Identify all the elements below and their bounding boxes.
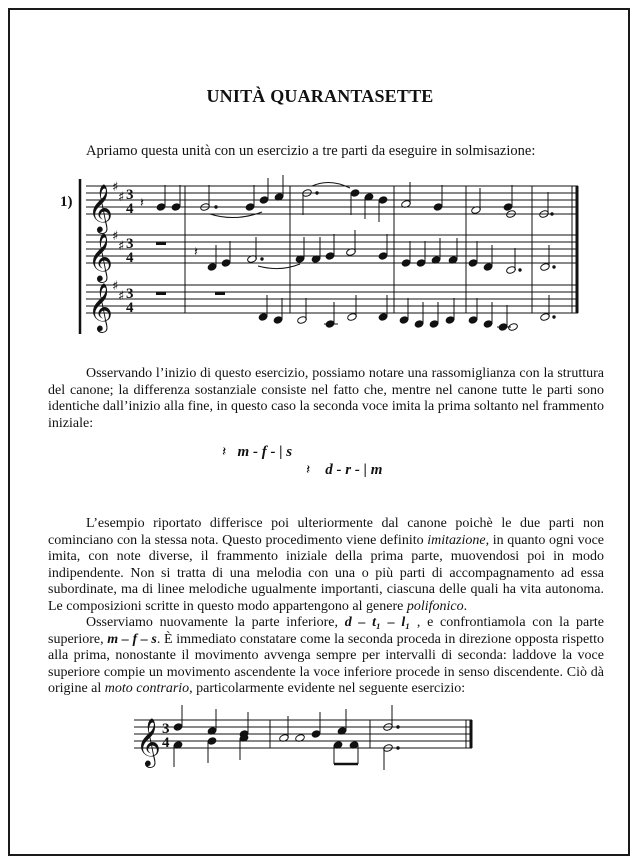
svg-text:3: 3 xyxy=(126,187,134,203)
svg-text:𝄽: 𝄽 xyxy=(194,245,198,260)
treble-clef-icon: 𝄞 xyxy=(88,282,113,331)
quarter-rest-icon: 𝄽 xyxy=(306,463,311,478)
time-signature xyxy=(126,187,134,316)
quarter-rests xyxy=(140,196,198,260)
svg-text:♯: ♯ xyxy=(118,239,125,254)
moto-contrario-notes xyxy=(173,705,399,770)
intro-text: Apriamo questa unità con un esercizio a tre parti da eseguire in solmisazione: xyxy=(86,143,536,159)
music-score-moto-contrario xyxy=(134,720,472,748)
paragraph-imitazione: L’esempio riportato differisce poi ulteriormente dal canone poichè le due parti non cominciano con la stessa nota. Questo procedimento viene definito imitazione, in quanto ogni voce imita, con note diverse, il frammento iniziale della prima parte, muovendosi poi in modo indipendente. Non si tratta di una melodia con una o più parti di accompagnamento ad essa subordinate, ma di linee melodiche ugualmente importanti, ciascuna delle quali ha vita autonoma. Le composizioni scritte in questo modo appartengono al genere polifonico. Osserviamo nuovamente la parte inferiore, d – t₁ – l₁ , e confrontiamola con la parte superiore, m – f – s. È immediato constatare come la seconda proceda in direzione opposta rispetto alla prima, nonostante il movimento avvenga sempre per intervalli di seconda: laddove la voce superiore compie un movimento ascendente la voce inferiore procede in senso discendente. Ciò dà origine al moto contrario, particolarmente evidente nel seguente esercizio: xyxy=(48,516,605,696)
svg-text:♯: ♯ xyxy=(112,279,119,294)
quarter-rest-icon: 𝄽 xyxy=(222,445,227,460)
svg-text:𝄽: 𝄽 xyxy=(140,196,144,211)
svg-text:4: 4 xyxy=(126,201,134,217)
treble-clef-icon: 𝄞 xyxy=(136,717,161,766)
time-signature-2 xyxy=(162,721,170,751)
exercise-number: 1) xyxy=(60,194,73,210)
solmization-line-2: 𝄽 d - r - | m xyxy=(306,462,383,478)
svg-text:♯: ♯ xyxy=(112,180,119,195)
svg-text:♯: ♯ xyxy=(118,190,125,205)
svg-text:3: 3 xyxy=(126,236,134,252)
svg-text:4: 4 xyxy=(162,735,170,751)
svg-text:3: 3 xyxy=(162,721,170,737)
solmization-line-1: 𝄽 m - f - | s xyxy=(222,444,293,460)
staff-1-notes xyxy=(156,175,553,222)
paragraph-canone: Osservando l’inizio di questo esercizio, possiamo notare una rassomiglianza con la struttura del canone; la differenza sostanziale consiste nel fatto che, mentre nel canone tutte le parti sono identiche dall’inizio alla fine, in questo caso la seconda voce imita la prima soltanto nel frammento iniziale: xyxy=(48,366,604,431)
svg-text:♯: ♯ xyxy=(118,289,125,304)
staff-3 xyxy=(86,285,578,313)
svg-text:4: 4 xyxy=(126,300,134,316)
svg-text:4: 4 xyxy=(126,250,134,266)
svg-text:3: 3 xyxy=(126,286,134,302)
treble-clef-icon: 𝄞 xyxy=(88,232,113,281)
treble-clef-icon: 𝄞 xyxy=(88,183,113,232)
staff-2-notes xyxy=(207,230,555,274)
page-title: UNITÀ QUARANTASETTE xyxy=(206,86,434,106)
svg-text:♯: ♯ xyxy=(112,229,119,244)
